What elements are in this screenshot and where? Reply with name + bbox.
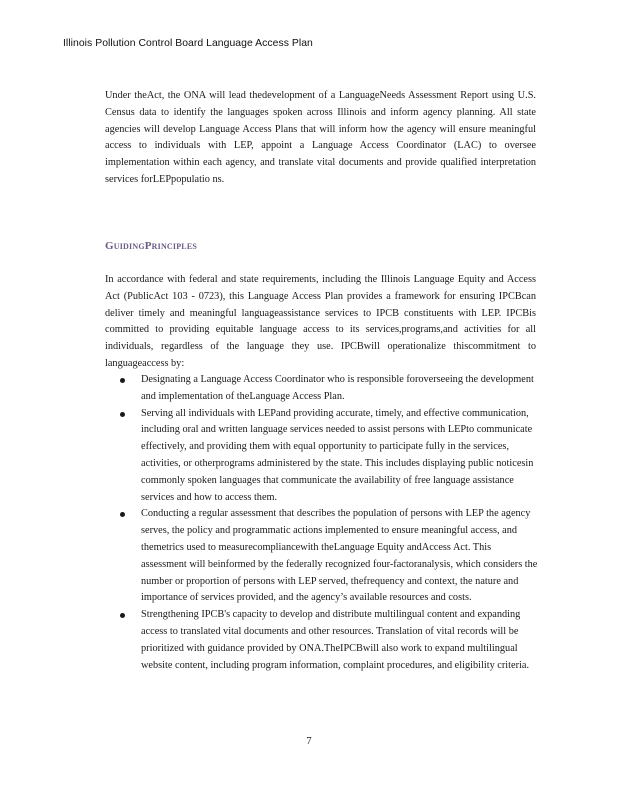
list-item-text: Designating a Language Access Coordinator who is responsible foroverseeing the development and implementation of theLanguage Access Plan. (141, 374, 534, 402)
section-heading: GuidingPrinciples (105, 240, 198, 252)
bullet-icon (120, 512, 125, 517)
list-item (116, 506, 538, 607)
list-item-text: Conducting a regular assessment that describes the population of persons with LEP the agency serves, the policy and programmatic actions implemented to ensure meaningful access, and themetrics used to measurecompliancewith theLanguage Equity andAccess Act. This assessment will beinformed by the federally recognized four-factoranalysis, which considers the number or proportion of persons with LEP served, thefrequency and context, the nature and importance of services provided, and the agency’s available resources and costs. (141, 508, 538, 604)
page-header: Illinois Pollution Control Board Language Access Plan (63, 38, 313, 49)
list-item-text: Strengthening IPCB's capacity to develop and distribute multilingual content and expanding access to translated vital documents and other resources. Translation of vital records will be prioritized with guidance provided by ONA.TheIPCBwill also work to expand multilingual website content, including program information, complaint procedures, and eligibility criteria. (141, 609, 530, 671)
list-item-text: Serving all individuals with LEPand providing accurate, timely, and effective communication, including oral and written language services needed to assist persons with LEPto communicate effectively, and providing them with equal opportunity to participate fully in the services, activities, or otherprograms administered by the state. This includes displaying public noticesin commonly spoken languages that communicate the availability of free language assistance services and how to access them. (141, 407, 534, 503)
list-item (116, 607, 538, 674)
section-paragraph: In accordance with federal and state requirements, including the Illinois Language Equity and Access Act (PublicAct 103 - 0723), this Language Access Plan provides a framework for ensuring IPCBcan deliver timely and meaningful languageassistance services to IPCB constituents with LEP. IPCBis committed to providing equitable language access to its services,programs,and activities for all individuals, regardless of the language they use. IPCBwill operationalize thiscommitment to languageaccess by: (105, 274, 536, 369)
page-number: 7 (306, 736, 312, 747)
bullet-icon (120, 613, 125, 618)
principles-list (116, 372, 538, 674)
list-item (116, 372, 538, 406)
bullet-icon (120, 378, 125, 383)
bullet-icon (120, 412, 125, 417)
list-item (116, 406, 538, 507)
intro-paragraph: Under theAct, the ONA will lead thedevelopment of a LanguageNeeds Assessment Report using U.S. Census data to identify the languages spoken across Illinois and inform agency planning. All state agencies will develop Language Access Plans that will inform how the agency will ensure meaningful access to individuals with LEP, appoint a Language Access Coordinator (LAC) to oversee implementation within each agency, and translate vital documents and provide qualified interpretation services forLEPpopulatio ns. (105, 90, 536, 185)
